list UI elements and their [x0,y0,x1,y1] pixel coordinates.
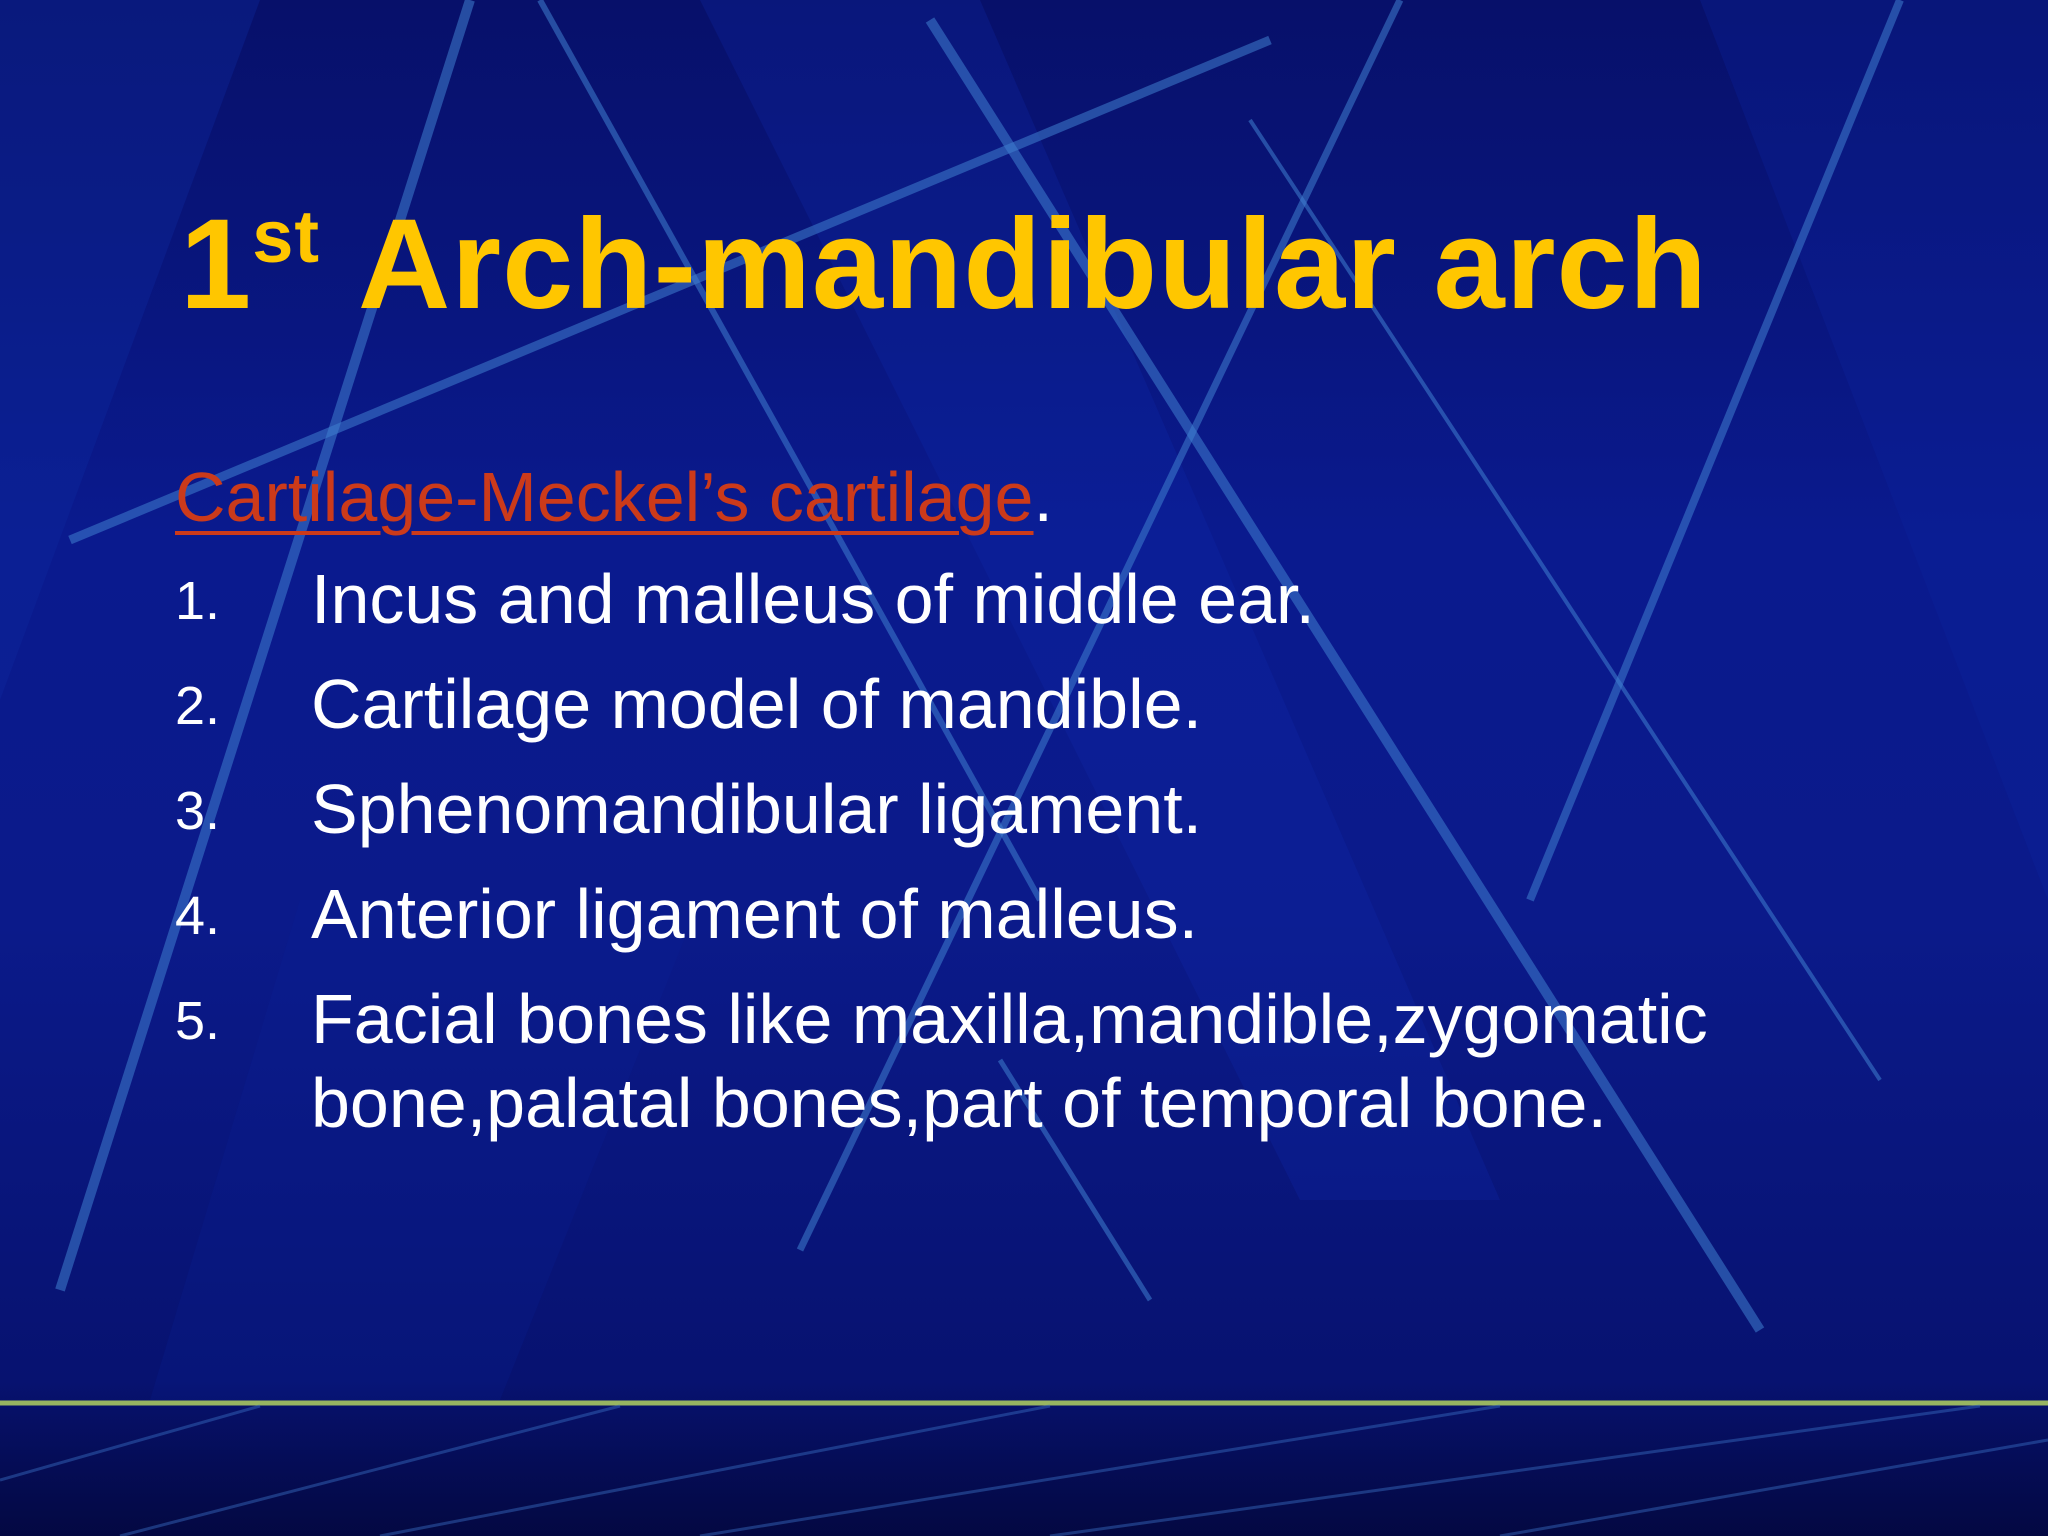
title-superscript: st [252,195,320,278]
list-item [175,767,1995,851]
slide-body [175,455,1995,1166]
list-item-text: Anterior ligament of malleus. [311,875,1199,953]
list-item-text: Cartilage model of mandible. [311,665,1203,743]
list-item-text: Sphenomandibular ligament. [311,770,1203,848]
list-item [175,557,1995,641]
subheading [175,455,1995,547]
list-item-number: 5. [175,991,221,1051]
numbered-list [175,557,1995,1145]
subheading-period: . [1033,458,1053,536]
list-item-number: 2. [175,676,221,736]
list-item-number: 1. [175,571,221,631]
list-item-text: Facial bones like maxilla,mandible,zygomatic bone,palatal bones,part of temporal bone. [311,980,1708,1142]
title-text: Arch-mandibular arch [357,193,1708,336]
slide-title [180,190,1940,358]
list-item [175,662,1995,746]
list-item-number: 4. [175,886,221,946]
cartilage-link[interactable]: Cartilage-Meckel’s cartilage [175,458,1034,536]
list-item [175,977,1995,1145]
list-item [175,872,1995,956]
list-item-number: 3. [175,781,221,841]
list-item-text: Incus and malleus of middle ear. [311,560,1315,638]
title-number: 1 [180,193,253,336]
